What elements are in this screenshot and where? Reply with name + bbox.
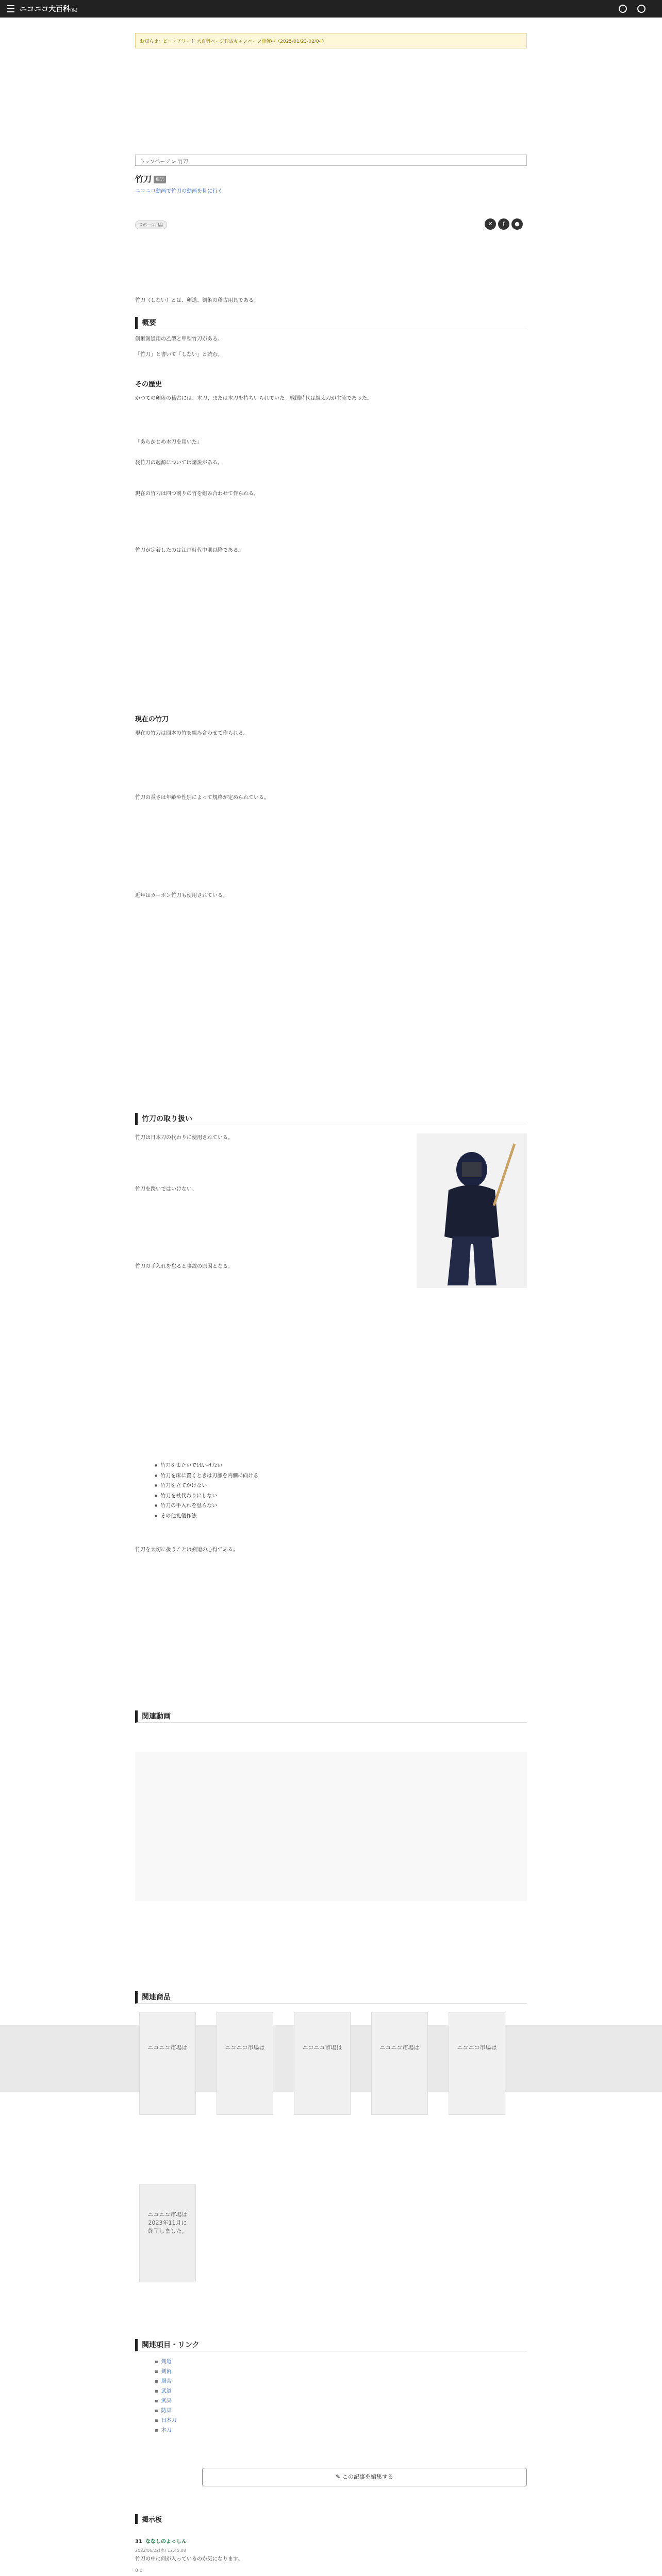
response-rating[interactable]: 0 0 bbox=[135, 2568, 143, 2573]
current-p3: 近年はカーボン竹刀も使用されている。 bbox=[135, 893, 228, 899]
related-item[interactable]: ▪ 日本刀 bbox=[155, 2416, 177, 2426]
breadcrumb bbox=[135, 155, 527, 166]
related-item[interactable]: ▪ 武道 bbox=[155, 2386, 177, 2396]
video-embed-area[interactable] bbox=[135, 1752, 527, 1901]
page-title bbox=[135, 173, 166, 184]
history-p4: 現在の竹刀は四つ割りの竹を組み合わせて作られる。 bbox=[135, 491, 259, 497]
current-p1: 現在の竹刀は四本の竹を組み合わせて作られる。 bbox=[135, 731, 249, 736]
response-header bbox=[135, 2537, 527, 2546]
breadcrumb-text[interactable]: トップページ > 竹刀 bbox=[140, 159, 188, 165]
history-p2: 「あらかじめ木刀を用いた」 bbox=[135, 439, 202, 445]
list-item: ● 竹刀をまたいではいけない bbox=[155, 1461, 516, 1471]
list-item: ● 竹刀の手入れを怠らない bbox=[155, 1501, 516, 1511]
product-card[interactable]: ニコニコ市場は bbox=[371, 2012, 428, 2115]
hamburger-icon[interactable] bbox=[7, 5, 14, 12]
handling-p4: 竹刀を大切に扱うことは剣道の心得である。 bbox=[135, 1547, 238, 1553]
user-icon[interactable] bbox=[637, 5, 646, 13]
history-p1: かつての剣術の稽古には、木刀、または木刀を持ちいられていた。戦国時代は組太刀が主流であった。 bbox=[135, 396, 372, 401]
category-tag[interactable]: スポーツ用品 bbox=[135, 221, 167, 229]
title-text: 竹刀 bbox=[135, 174, 152, 184]
edit-article-button[interactable]: ✎ この記事を編集する bbox=[202, 2468, 527, 2486]
section-bbs: 掲示板 bbox=[135, 2514, 162, 2524]
top-bar bbox=[0, 0, 662, 18]
section-overview: 概要 bbox=[135, 317, 527, 329]
related-item[interactable]: ▪ 居合 bbox=[155, 2377, 177, 2386]
product-card[interactable]: ニコニコ市場は bbox=[139, 2012, 196, 2115]
kendo-illustration-icon bbox=[417, 1133, 527, 1288]
logo-text: ニコニコ大百科 bbox=[20, 5, 70, 13]
etiquette-list bbox=[155, 1461, 516, 1521]
title-badge: 単語 bbox=[154, 176, 166, 183]
line-share-icon[interactable]: ● bbox=[511, 218, 523, 230]
market-ended-line: ニコニコ市場は bbox=[147, 2211, 188, 2218]
handling-p2: 竹刀を跨いではいけない。 bbox=[135, 1187, 197, 1192]
handling-p3: 竹刀の手入れを怠ると事故の原因となる。 bbox=[135, 1264, 233, 1269]
section-history: その歴史 bbox=[135, 381, 162, 388]
history-p5: 竹刀が定着したのは江戸時代中期以降である。 bbox=[135, 548, 243, 553]
related-item[interactable]: ▪ 木刀 bbox=[155, 2426, 177, 2435]
overview-p1: 剣術剣道用の乙型と甲型竹刀がある。 bbox=[135, 336, 223, 342]
list-item: ● その他礼儀作法 bbox=[155, 1511, 516, 1521]
section-handling: 竹刀の取り扱い bbox=[135, 1113, 527, 1125]
list-item: ● 竹刀を床に置くときは刃部を内側に向ける bbox=[155, 1471, 516, 1481]
share-spacer bbox=[525, 218, 527, 230]
current-p2: 竹刀の長さは年齢や性別によって規格が定められている。 bbox=[135, 795, 269, 801]
notice-banner[interactable] bbox=[135, 33, 527, 48]
response-author: ななしのよっしん bbox=[145, 2539, 187, 2545]
list-item: ● 竹刀を立てかけない bbox=[155, 1481, 516, 1491]
product-card[interactable]: ニコニコ市場は bbox=[294, 2012, 351, 2115]
section-related: 関連項目・リンク bbox=[135, 2339, 527, 2351]
logo-suffix: (仮) bbox=[70, 8, 78, 12]
response-date: 2022/06/22(水) 12:45:08 bbox=[135, 2548, 186, 2553]
response-body: 竹刀の中に何が入っているのか気になります。 bbox=[135, 2556, 243, 2562]
overview-p2: 「竹刀」と書いて「しない」と読む。 bbox=[135, 352, 223, 358]
video-link-text: ニコニコ動画で竹刀の動画を見に行く bbox=[135, 189, 223, 194]
related-item[interactable]: ▪ 武具 bbox=[155, 2396, 177, 2406]
notice-text: お知らせ：ピコ・アワード 大百科ページ作成キャンペーン開催中（2025/01/23-02/04） bbox=[140, 39, 327, 44]
related-list bbox=[155, 2357, 177, 2435]
site-logo[interactable] bbox=[20, 4, 77, 14]
section-current: 現在の竹刀 bbox=[135, 716, 169, 723]
handling-p1: 竹刀は日本刀の代わりに使用されている。 bbox=[135, 1135, 233, 1141]
bbs-response bbox=[135, 2537, 527, 2575]
market-ended-line: 終了しました。 bbox=[147, 2228, 188, 2234]
related-item[interactable]: ▪ 剣術 bbox=[155, 2367, 177, 2377]
related-item[interactable]: ▪ 防具 bbox=[155, 2406, 177, 2416]
kendo-figure bbox=[417, 1133, 527, 1288]
list-item: ● 竹刀を杖代わりにしない bbox=[155, 1491, 516, 1501]
history-p3: 袋竹刀の起源については諸説がある。 bbox=[135, 460, 223, 466]
video-link[interactable] bbox=[135, 187, 223, 194]
x-share-icon[interactable]: ✕ bbox=[485, 218, 496, 230]
facebook-share-icon[interactable]: f bbox=[498, 218, 509, 230]
related-item[interactable]: ▪ 剣道 bbox=[155, 2357, 177, 2367]
section-products: 関連商品 bbox=[135, 1991, 527, 2004]
lead-paragraph: 竹刀（しない）とは、剣道、剣術の稽古用具である。 bbox=[135, 298, 259, 303]
product-card[interactable]: ニコニコ市場は bbox=[217, 2012, 273, 2115]
response-number[interactable]: 31 bbox=[135, 2539, 142, 2545]
product-card[interactable]: ニコニコ市場は bbox=[449, 2012, 505, 2115]
edit-button-label: この記事を編集する bbox=[342, 2473, 393, 2480]
market-ended-line: 2023年11月に bbox=[148, 2219, 187, 2226]
search-icon[interactable] bbox=[619, 5, 627, 13]
market-ended-card bbox=[139, 2184, 196, 2282]
section-video: 関連動画 bbox=[135, 1710, 527, 1723]
